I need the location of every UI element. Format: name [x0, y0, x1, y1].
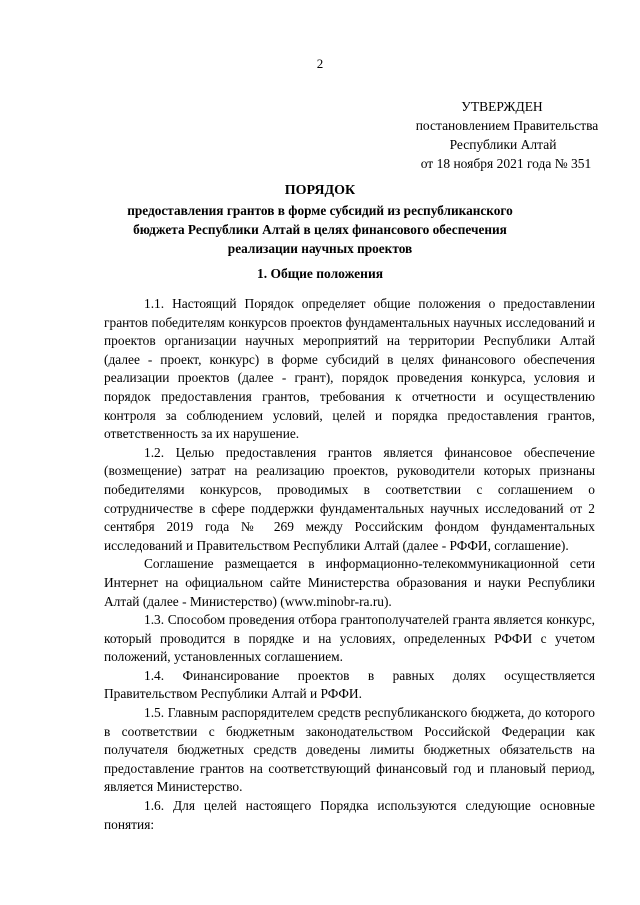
- document-body: [104, 295, 595, 834]
- approval-line: Республики Алтай: [449, 137, 557, 152]
- document-subtitle-line: реализации научных проектов: [227, 241, 413, 256]
- approval-line: от 18 ноября 2021 года № 351: [420, 156, 592, 171]
- approval-stamp: [382, 97, 602, 173]
- document-title: ПОРЯДОК: [284, 183, 356, 198]
- page-number: 2: [316, 56, 324, 71]
- paragraph: 1.1. Настоящий Порядок определяет общие положения о предоставлении грантов победителям конкурсов проектов фундаментальных научных исследований и проектов организации научных мероприятий на территории Республики Алтай (далее - проект, конкурс) в форме субсидий в целях финансового обеспечения реализации проектов (далее - грант), порядок проведения конкурса, условия и порядок предоставления грантов, требования к отчетности и осуществлению контроля за соблюдением условий, целей и порядка предоставления грантов, ответственность за их нарушение.: [104, 296, 595, 442]
- paragraph: 1.3. Способом проведения отбора грантополучателей гранта является конкурс, который проводится в порядке и на условиях, определенных РФФИ с учетом положений, установленных соглашением.: [104, 612, 595, 665]
- document-title-block: [0, 181, 640, 258]
- paragraph: 1.2. Целью предоставления грантов является финансовое обеспечение (возмещение) затрат на реализацию проектов, руководители которых признаны победителями конкурсов, проводимых в соответствии с соглашением о сотрудничестве в сфере поддержки фундаментальных научных исследований от 2 сентября 2019 года № 269 между Российским фондом фундаментальных исследований и Правительством Республики Алтай (далее - РФФИ, соглашение).: [104, 444, 595, 553]
- paragraph: 1.4. Финансирование проектов в равных долях осуществляется Правительством Республики Алтай и РФФИ.: [104, 667, 595, 702]
- paragraph: 1.5. Главным распорядителем средств республиканского бюджета, до которого в соответствии с бюджетным законодательством Российской Федерации как получателя бюджетных средств доведены лимиты бюджетных обязательств на предоставление грантов на соответствующий финансовый год и плановый период, является Министерство.: [104, 705, 595, 795]
- paragraph: Соглашение размещается в информационно-телекоммуникационной сети Интернет на официальном сайте Министерства образования и науки Республики Алтай (далее - Министерство) (www.minobr-ra.ru).: [104, 556, 595, 609]
- document-subtitle-line: бюджета Республики Алтай в целях финансового обеспечения: [133, 222, 507, 237]
- approval-line: постановлением Правительства: [415, 118, 599, 133]
- document-subtitle-line: предоставления грантов в форме субсидий из республиканского: [127, 203, 513, 218]
- paragraph: 1.6. Для целей настоящего Порядка используются следующие основные понятия:: [104, 798, 595, 832]
- approval-line: УТВЕРЖДЕН: [461, 99, 543, 114]
- section-heading: 1. Общие положения: [256, 266, 384, 281]
